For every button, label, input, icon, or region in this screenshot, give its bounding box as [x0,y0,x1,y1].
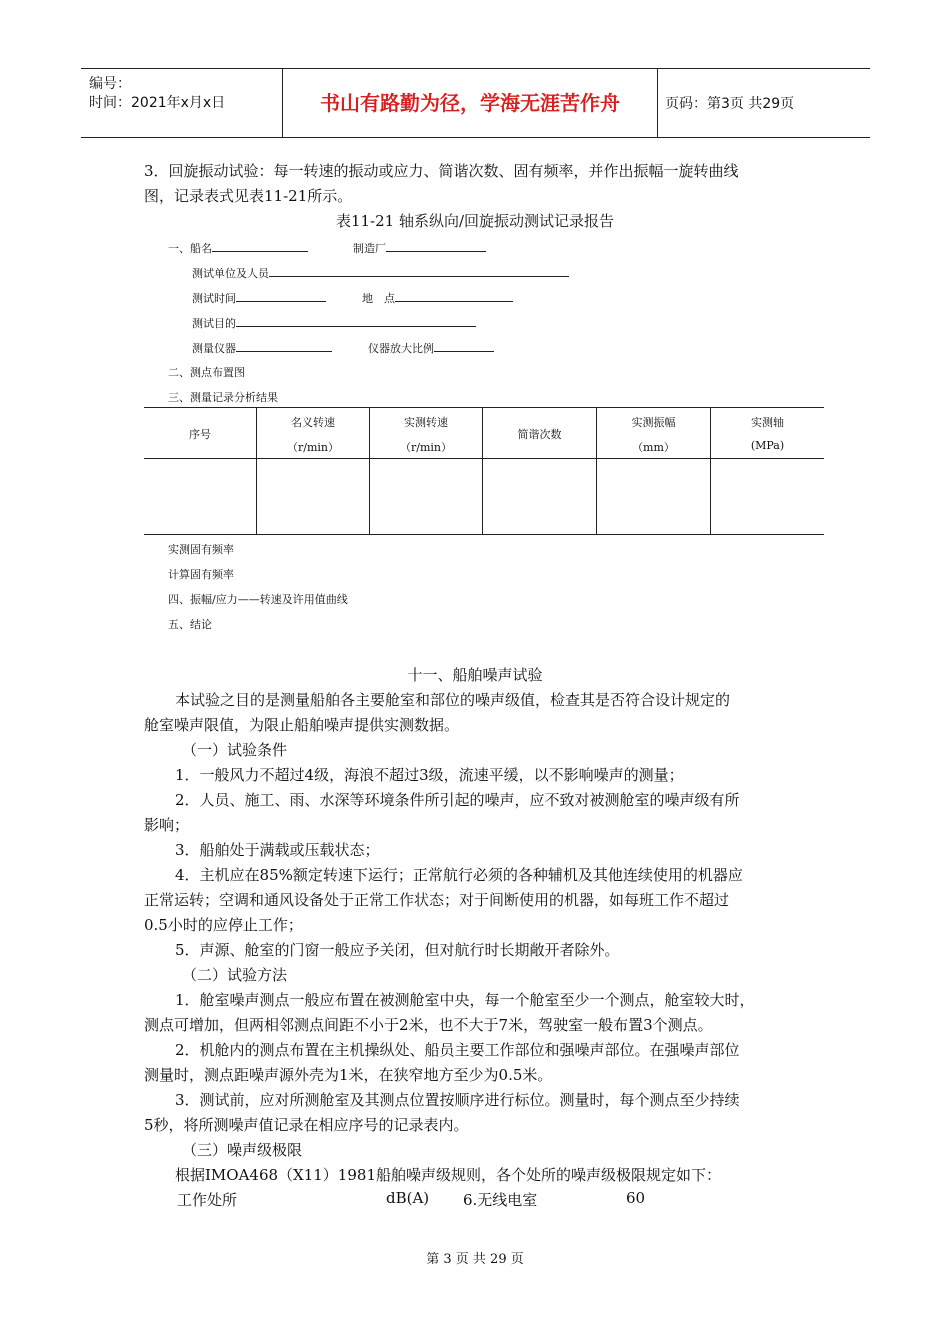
paragraph-line: 2．机舱内的测点布置在主机操纵处、船员主要工作部位和强噪声部位。在强噪声部位 [175,1041,740,1059]
ship-name-label: 一、船名 [168,242,212,255]
column-header-measured-amplitude: 实测振幅 （mm） [631,416,676,454]
column-header-nominal-speed: 名义转速 （r/min） [287,416,339,454]
paragraph-line: 4．主机应在85%额定转速下运行；正常航行必须的各种辅机及其他连续使用的机器应 [175,866,743,884]
page-footer: 第 3 页 共 29 页 [426,1252,524,1267]
table-title: 表11-21 轴系纵向/回旋振动测试记录报告 [335,212,615,230]
table-header-divider [144,458,824,459]
paragraph-line: 测量时，测点距噪声源外壳为1米，在狭窄地方至少为0.5米。 [144,1066,553,1084]
manufacturer-field [353,239,486,256]
manufacturer-label: 制造厂 [353,242,386,255]
paragraph-line: 根据IMOA468（X11）1981船舶噪声级规则，各个处所的噪声级极限规定如下： [175,1166,721,1184]
instrument-blank [236,339,332,352]
section-3-heading: 三、测量记录分析结果 [168,391,278,404]
conditions-heading: （一）试验条件 [182,741,288,759]
paragraph-line: 0.5小时的应停止工作； [144,916,303,934]
unit-people-field [192,264,569,281]
limit-heading: （三）噪声级极限 [182,1141,303,1159]
page-header [81,68,870,138]
paragraph-line: 3．船舶处于满载或压载状态； [175,841,380,859]
section-2-heading: 二、测点布置图 [168,366,245,379]
record-table [144,407,824,535]
ship-name-field [168,239,308,256]
column-header-measured-shaft: 实测轴 (MPa) [750,416,785,452]
ship-name-blank [212,239,308,252]
location-label: 地 点 [362,292,395,305]
paragraph-line: 2．人员、施工、雨、水深等环境条件所引起的噪声，应不致对被测舱室的噪声级有所 [175,791,740,809]
limit-row-value: 60 [626,1189,646,1207]
paragraph-line: 5秒，将所测噪声值记录在相应序号的记录表内。 [144,1116,469,1134]
limit-row-item: 6.无线电室 [463,1191,538,1209]
column-header-harmonic-order: 简谐次数 [517,428,562,441]
location-blank [395,289,513,302]
instrument-label: 测量仪器 [192,342,236,355]
section-11-title: 十一、船舶噪声试验 [407,666,543,684]
header-info-cell [81,69,283,137]
paragraph-line: 舱室噪声限值，为限止船舶噪声提供实测数据。 [144,716,460,734]
test-time-blank [236,289,326,302]
limit-row-unit: dB(A) [386,1189,430,1207]
amplification-label: 仪器放大比例 [368,342,434,355]
paragraph-line: 测点可增加，但两相邻测点间距不小于2米，也不大于7米，驾驶室一般布置3个测点。 [144,1016,713,1034]
calculated-natural-frequency: 计算固有频率 [168,568,234,581]
purpose-label: 测试目的 [192,317,236,330]
method-heading: （二）试验方法 [182,966,288,984]
column-header-measured-speed: 实测转速 （r/min） [400,416,452,454]
time-label: 时间：2021年x月x日 [89,95,226,111]
intro-line-2: 图，记录表式见表11-21所示。 [144,187,353,205]
limit-row-place: 工作处所 [177,1191,238,1209]
paragraph-line: 1．一般风力不超过4级，海浪不超过3级，流速平缓，以不影响噪声的测量； [175,766,684,784]
intro-line-1: 3．回旋振动试验：每一转速的振动或应力、简谐次数、固有频率，并作出振幅一旋转曲线 [144,162,739,180]
purpose-field [192,314,476,331]
amplification-blank [434,339,494,352]
paragraph-line: 本试验之目的是测量船舶各主要舱室和部位的噪声级值，检查其是否符合设计规定的 [175,691,731,709]
test-time-field [192,289,326,306]
paragraph-line: 5．声源、舱室的门窗一般应予关闭，但对航行时长期敞开者除外。 [175,941,620,959]
paragraph-line: 正常运转；空调和通风设备处于正常工作状态；对于间断使用的机器，如每班工作不超过 [144,891,730,909]
header-motto: 书山有路勤为径，学海无涯苦作舟 [283,69,658,137]
section-5-heading: 五、结论 [168,618,212,631]
header-page-code: 页码：第3页 共29页 [665,96,795,112]
number-label: 编号： [89,76,131,92]
measured-natural-frequency: 实测固有频率 [168,543,234,556]
test-time-label: 测试时间 [192,292,236,305]
paragraph-line: 1．舱室噪声测点一般应布置在被测舱室中央，每一个舱室至少一个测点，舱室较大时， [175,991,755,1009]
location-field [362,289,513,306]
section-4-heading: 四、振幅/应力——转速及许用值曲线 [168,593,348,606]
manufacturer-blank [386,239,486,252]
instrument-field [192,339,332,356]
unit-people-label: 测试单位及人员 [192,267,269,280]
purpose-blank [236,314,476,327]
paragraph-line: 影响； [144,816,190,834]
paragraph-line: 3．测试前，应对所测舱室及其测点位置按顺序进行标位。测量时，每个测点至少持续 [175,1091,740,1109]
amplification-field [368,339,494,356]
column-header-serial: 序号 [189,428,211,441]
unit-people-blank [269,264,569,277]
